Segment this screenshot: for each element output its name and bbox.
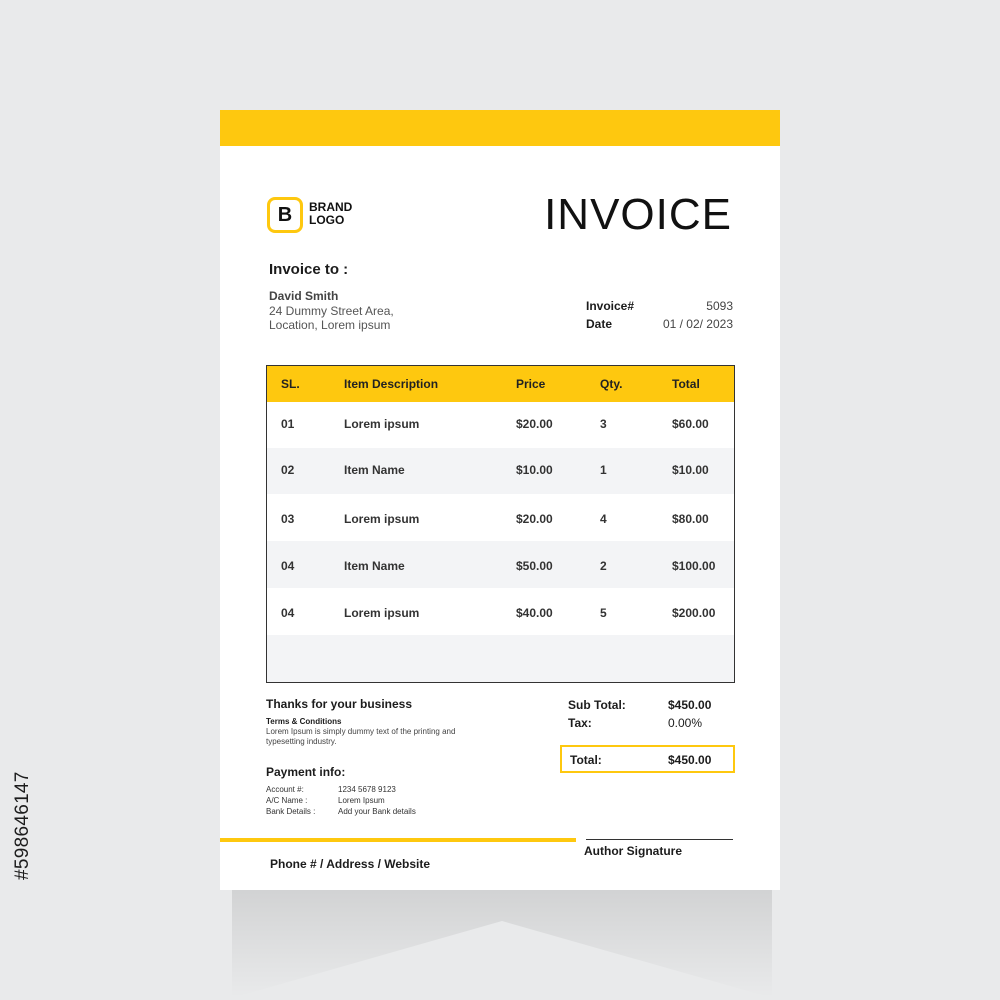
row-total: $80.00: [672, 512, 709, 526]
brand-logo-icon: [267, 197, 303, 233]
account-number-value: 1234 5678 9123: [338, 785, 396, 794]
row-description: Item Name: [344, 559, 405, 573]
column-header-description: Item Description: [344, 377, 439, 391]
row-price: $50.00: [516, 559, 553, 573]
row-sl: 02: [281, 463, 295, 477]
row-description: Lorem ipsum: [344, 512, 420, 526]
account-name-label: A/C Name :: [266, 796, 308, 805]
table-row: [267, 402, 734, 448]
table-empty-row: [267, 635, 734, 682]
client-name: David Smith: [269, 289, 339, 303]
footer-accent-line: [220, 838, 576, 842]
tax-label: Tax:: [568, 716, 592, 730]
date-label: Date: [586, 317, 613, 331]
table-row: [267, 541, 734, 588]
brand-initial: B: [277, 203, 293, 226]
payment-info-title: Payment info:: [266, 765, 346, 779]
row-sl: 04: [281, 559, 295, 573]
client-address-line-1: 24 Dummy Street Area,: [269, 304, 394, 318]
table-row: [267, 448, 734, 494]
bank-details-value: Add your Bank details: [338, 807, 416, 816]
row-total: $60.00: [672, 417, 709, 431]
invoice-number-label: Invoice#: [586, 299, 635, 313]
grand-total-box: [560, 745, 735, 773]
bank-details-label: Bank Details :: [266, 807, 316, 816]
subtotal-value: $450.00: [668, 698, 712, 712]
invoice-sheet: [220, 110, 780, 890]
brand-line-1: BRAND: [309, 200, 353, 214]
row-price: $10.00: [516, 463, 553, 477]
account-number-label: Account #:: [266, 785, 304, 794]
client-address-line-2: Location, Lorem ipsum: [269, 318, 391, 332]
terms-text: Lorem Ipsum is simply dummy text of the printing and typesetting industry.: [266, 727, 456, 746]
brand-logo-text: [309, 201, 352, 227]
table-row: [267, 494, 734, 541]
row-qty: 3: [600, 417, 607, 431]
date-value: 01 / 02/ 2023: [662, 317, 733, 331]
signature-line: [586, 839, 733, 840]
row-qty: 5: [600, 606, 607, 620]
items-table: [266, 365, 735, 683]
row-sl: 01: [281, 417, 295, 431]
subtotal-label: Sub Total:: [568, 698, 626, 712]
row-total: $10.00: [672, 463, 709, 477]
table-row: [267, 588, 734, 635]
row-sl: 03: [281, 512, 295, 526]
row-qty: 4: [600, 512, 607, 526]
grand-total-label: Total:: [570, 753, 602, 767]
column-header-price: Price: [516, 377, 546, 391]
page-shadow: [232, 888, 772, 998]
row-total: $200.00: [672, 606, 716, 620]
thanks-message: Thanks for your business: [266, 697, 413, 711]
row-qty: 2: [600, 559, 607, 573]
column-header-total: Total: [672, 377, 700, 391]
row-total: $100.00: [672, 559, 716, 573]
column-header-qty: Qty.: [600, 377, 623, 391]
row-sl: 04: [281, 606, 295, 620]
terms-title: Terms & Conditions: [266, 717, 342, 726]
row-price: $20.00: [516, 417, 553, 431]
invoice-title: INVOICE: [544, 190, 732, 239]
top-accent-bar: [220, 110, 780, 146]
row-description: Item Name: [344, 463, 405, 477]
account-name-value: Lorem Ipsum: [338, 796, 385, 805]
invoice-number-value: 5093: [706, 299, 733, 313]
tax-value: 0.00%: [668, 716, 703, 730]
table-header: [267, 366, 734, 402]
column-header-sl: SL.: [281, 377, 300, 391]
brand-line-2: LOGO: [309, 213, 345, 227]
row-qty: 1: [600, 463, 607, 477]
row-price: $20.00: [516, 512, 553, 526]
row-description: Lorem ipsum: [344, 606, 420, 620]
bill-to-heading: Invoice to :: [269, 261, 349, 278]
footer-contact: Phone # / Address / Website: [270, 857, 431, 871]
grand-total-value: $450.00: [668, 753, 712, 767]
row-price: $40.00: [516, 606, 553, 620]
row-description: Lorem ipsum: [344, 417, 420, 431]
signature-label: Author Signature: [584, 844, 682, 858]
stock-id-text: #598646147: [12, 771, 33, 880]
